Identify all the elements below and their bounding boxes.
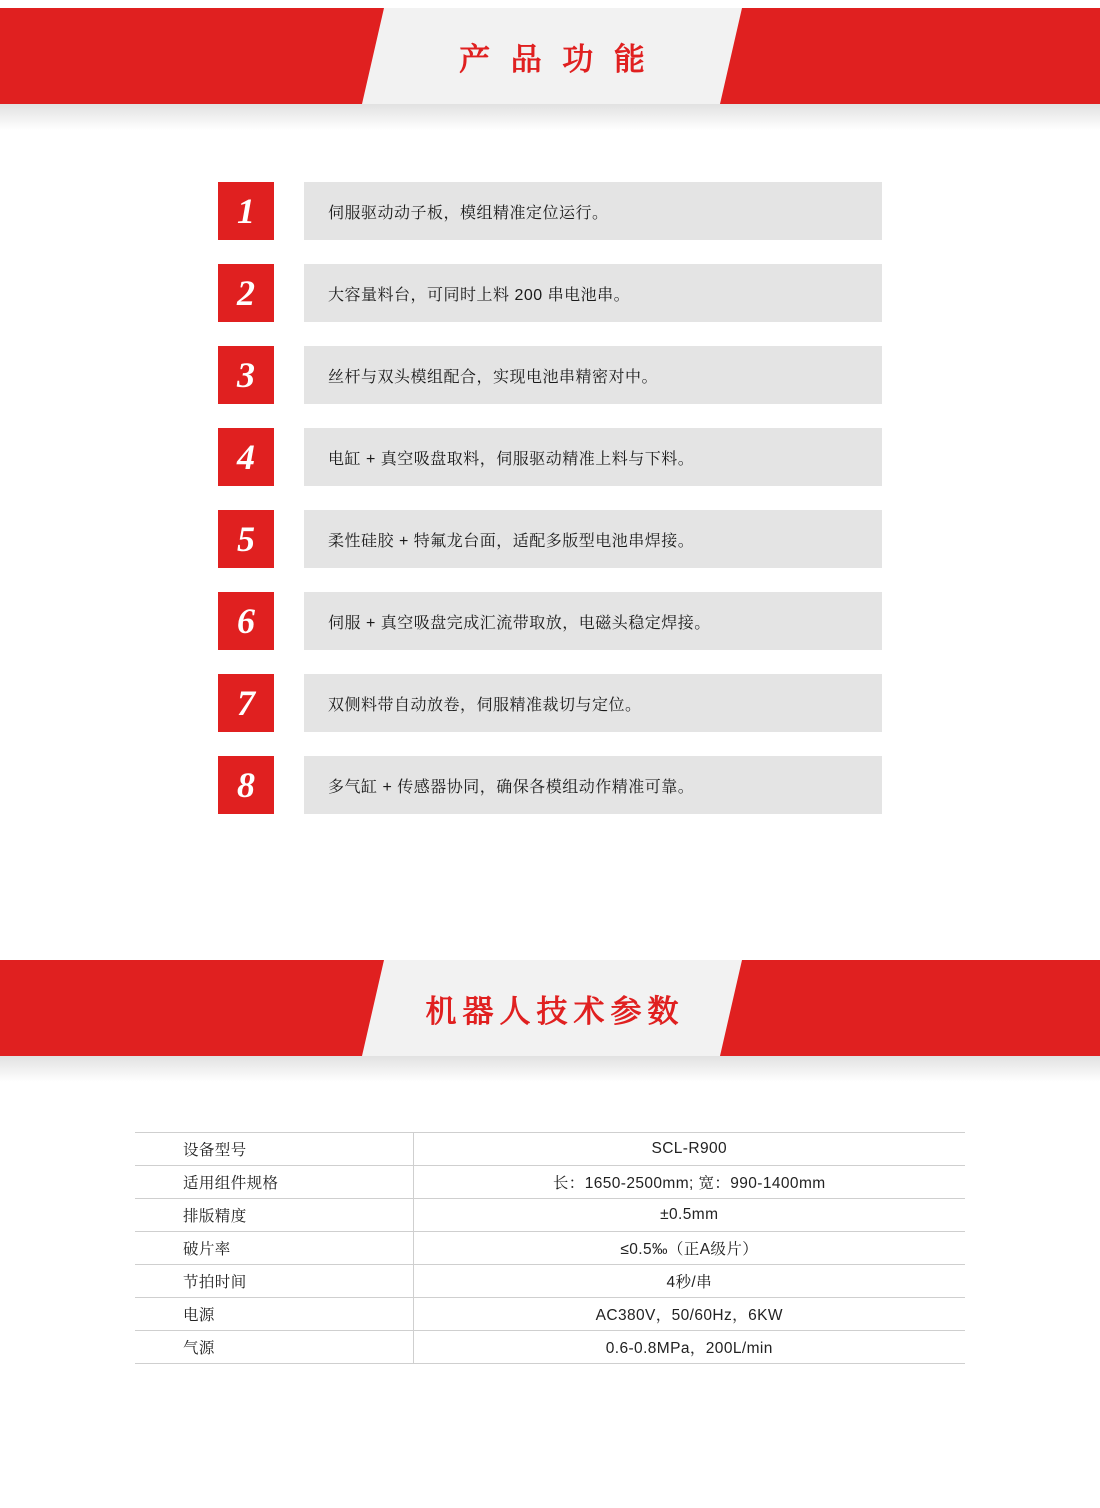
spec-value: SCL-R900 (413, 1133, 965, 1166)
features-banner-title: 产 品 功 能 (459, 41, 651, 77)
list-item (218, 182, 882, 240)
specs-banner-title: 机器人技术参数 (425, 993, 685, 1029)
feature-number: 8 (218, 756, 274, 814)
feature-text: 伺服驱动动子板，模组精准定位运行。 (304, 182, 882, 240)
spec-label: 电源 (135, 1298, 413, 1331)
table-row (135, 1199, 965, 1232)
list-item (218, 264, 882, 322)
spec-label: 节拍时间 (135, 1265, 413, 1298)
features-banner (0, 8, 1100, 104)
list-item (218, 346, 882, 404)
spec-label: 设备型号 (135, 1133, 413, 1166)
feature-text: 电缸 + 真空吸盘取料，伺服驱动精准上料与下料。 (304, 428, 882, 486)
feature-text: 多气缸 + 传感器协同，确保各模组动作精准可靠。 (304, 756, 882, 814)
list-item (218, 592, 882, 650)
spec-label: 排版精度 (135, 1199, 413, 1232)
spec-label: 气源 (135, 1331, 413, 1364)
spec-label: 适用组件规格 (135, 1166, 413, 1199)
specs-banner-shadow (0, 1056, 1100, 1082)
feature-text: 大容量料台，可同时上料 200 串电池串。 (304, 264, 882, 322)
table-row (135, 1232, 965, 1265)
spec-table (135, 1132, 965, 1364)
feature-text: 丝杆与双头模组配合，实现电池串精密对中。 (304, 346, 882, 404)
table-row (135, 1298, 965, 1331)
spec-label: 破片率 (135, 1232, 413, 1265)
spec-value: 0.6-0.8MPa，200L/min (413, 1331, 965, 1364)
feature-number: 5 (218, 510, 274, 568)
feature-number: 3 (218, 346, 274, 404)
table-row (135, 1265, 965, 1298)
table-row (135, 1166, 965, 1199)
specs-banner (0, 960, 1100, 1056)
spec-value: AC380V，50/60Hz，6KW (413, 1298, 965, 1331)
feature-number: 1 (218, 182, 274, 240)
table-row (135, 1331, 965, 1364)
feature-number: 7 (218, 674, 274, 732)
feature-text: 伺服 + 真空吸盘完成汇流带取放，电磁头稳定焊接。 (304, 592, 882, 650)
feature-list (218, 182, 882, 838)
spec-value: ±0.5mm (413, 1199, 965, 1232)
feature-text: 双侧料带自动放卷，伺服精准裁切与定位。 (304, 674, 882, 732)
feature-text: 柔性硅胶 + 特氟龙台面，适配多版型电池串焊接。 (304, 510, 882, 568)
spec-value: 长：1650-2500mm; 宽：990-1400mm (413, 1166, 965, 1199)
table-row (135, 1133, 965, 1166)
feature-number: 6 (218, 592, 274, 650)
feature-number: 2 (218, 264, 274, 322)
list-item (218, 674, 882, 732)
features-banner-shadow (0, 104, 1100, 130)
list-item (218, 510, 882, 568)
list-item (218, 756, 882, 814)
feature-number: 4 (218, 428, 274, 486)
spec-value: ≤0.5‰（正A级片） (413, 1232, 965, 1265)
spec-value: 4秒/串 (413, 1265, 965, 1298)
list-item (218, 428, 882, 486)
